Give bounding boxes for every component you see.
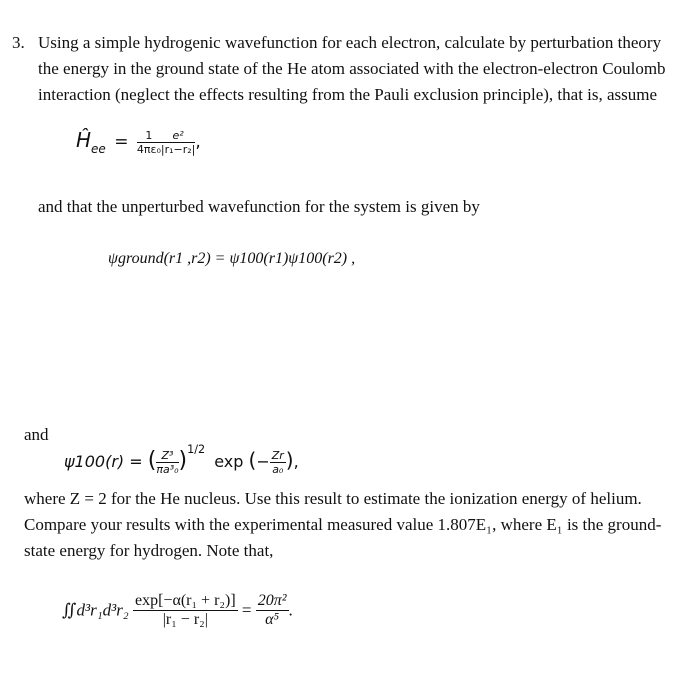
and-label: and — [24, 425, 49, 444]
fraction-2-numerator: e² — [161, 129, 196, 143]
psi100-equation: ψ100(r) = ( $\frac{\text{Z³}}{\text{πa³₀}}$ )$^{1/2}$ exp (− $\frac{Zr}{\text{a₀}}$ ), — [64, 442, 299, 476]
problem-number: 3. — [12, 33, 25, 52]
integral-numerator: exp[−α(r₁ + r₂)] — [134, 592, 236, 609]
psi100-fraction-numerator: Z³ — [156, 449, 178, 463]
psi100-power: 1/2 — [187, 442, 206, 456]
coulomb-constant-fraction — [137, 129, 161, 156]
integral-denominator: |r₁ − r₂| — [162, 611, 208, 628]
intro-line-3: interaction (neglect the effects resulting from the Pauli exclusion principle), that is, assume — [38, 85, 658, 104]
integral-equals: = — [241, 600, 252, 620]
intro-line-1: Using a simple hydrogenic wavefunction for each electron, calculate by perturbation theory — [38, 33, 662, 52]
integral-result-fraction — [256, 592, 289, 629]
hamiltonian-symbol: Ĥ — [76, 128, 92, 152]
hamiltonian-comma: , — [195, 132, 201, 152]
psi100-lhs: ψ100(r) = — [64, 452, 143, 471]
body-line-2: Compare your results with the experimental measured value 1.807E₁, where E₁ is the ground- — [24, 515, 662, 534]
fraction-2-denominator: |r₁−r₂| — [160, 142, 196, 156]
psi100-fraction-denominator: πa³₀ — [156, 463, 179, 476]
exp-fraction — [270, 449, 286, 476]
body-line-3: state energy for hydrogen. Note that, — [24, 541, 274, 560]
exp-label: exp — [214, 452, 244, 471]
exp-sign: − — [256, 452, 270, 471]
integral-equation — [62, 592, 293, 629]
unperturbed-text: and that the unperturbed wavefunction for the system is given by — [38, 197, 480, 216]
ground-wavefunction: ψground(r1 ,r2) = ψ100(r1)ψ100(r2) , — [108, 250, 356, 267]
hamiltonian-equation — [76, 128, 201, 156]
hamiltonian-equals: = — [114, 132, 129, 152]
charge-distance-fraction — [161, 129, 196, 156]
exp-fraction-denominator: a₀ — [272, 463, 284, 476]
fraction-1-numerator: 1 — [137, 129, 161, 143]
integral-result-denominator: α⁵ — [265, 611, 280, 628]
psi100-fraction — [156, 449, 178, 476]
body-line-1: where Z = 2 for the He nucleus. Use this result to estimate the ionization energy of helium. — [24, 489, 642, 508]
integral-lhs: ∬d³r₁d³r₂ — [62, 600, 129, 620]
integral-fraction — [133, 592, 238, 629]
psi100-comma: , — [293, 452, 299, 471]
intro-line-2: the energy in the ground state of the He atom associated with the electron-electron Coulomb — [38, 59, 666, 78]
integral-period: . — [288, 600, 293, 620]
fraction-1-denominator: 4πε₀ — [136, 142, 161, 156]
exp-fraction-numerator: Zr — [271, 449, 284, 462]
hamiltonian-subscript: ee — [91, 142, 106, 156]
integral-result-numerator: 20π² — [257, 592, 287, 609]
